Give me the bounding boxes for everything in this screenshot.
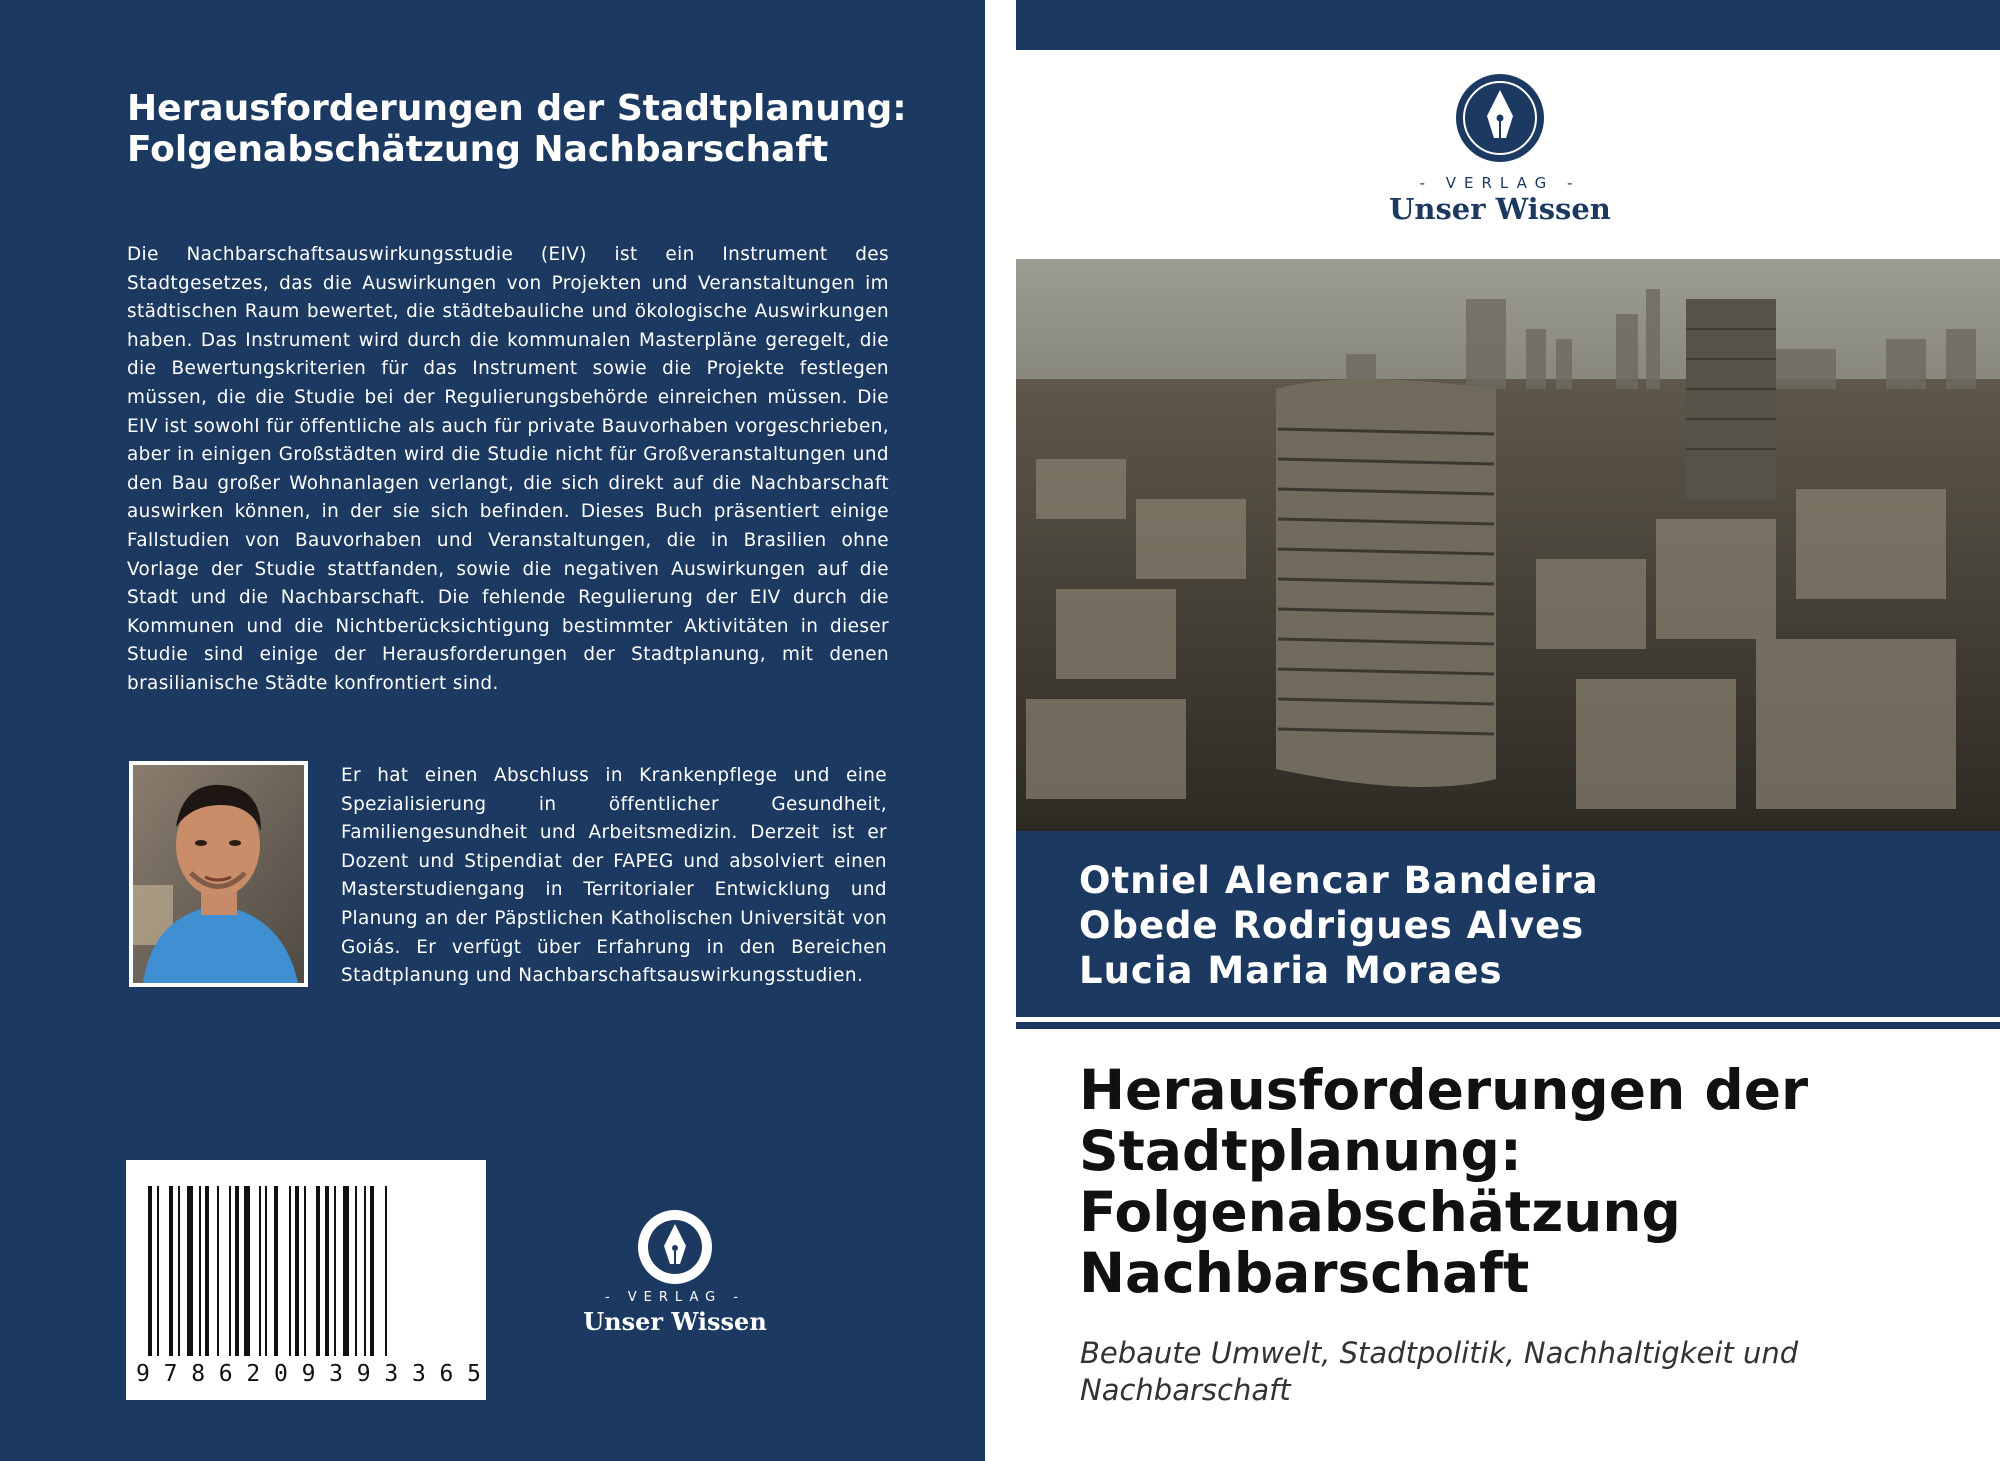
barcode-bar bbox=[169, 1186, 173, 1356]
barcode-bar bbox=[244, 1186, 250, 1356]
front-cover-title: Herausforderungen der Stadtplanung: Folgenabschätzung Nachbarschaft bbox=[1079, 1058, 1809, 1305]
barcode-bar bbox=[370, 1186, 374, 1356]
barcode-bar bbox=[289, 1186, 291, 1356]
barcode-bar bbox=[295, 1186, 299, 1356]
isbn-digits bbox=[136, 1361, 481, 1387]
barcode-bar bbox=[355, 1186, 357, 1356]
isbn-digit: 6 bbox=[218, 1361, 233, 1387]
isbn-digit: 6 bbox=[439, 1361, 454, 1387]
barcode-bar bbox=[304, 1186, 306, 1356]
author-portrait bbox=[133, 765, 304, 983]
barcode-bar bbox=[178, 1186, 180, 1356]
barcode-bar bbox=[274, 1186, 278, 1356]
publisher-verlag-label: - VERLAG - bbox=[604, 1290, 746, 1305]
fountain-pen-nib-icon bbox=[636, 1208, 714, 1286]
barcode-bar bbox=[229, 1186, 231, 1356]
isbn-digit: 9 bbox=[301, 1361, 316, 1387]
author-photo bbox=[129, 761, 308, 987]
barcode-bar bbox=[217, 1186, 219, 1356]
barcode-bar bbox=[385, 1186, 387, 1356]
back-cover bbox=[0, 0, 985, 1461]
isbn-barcode bbox=[126, 1160, 486, 1400]
barcode-bar bbox=[205, 1186, 209, 1356]
barcode-bar bbox=[316, 1186, 320, 1356]
front-cover-subtitle: Bebaute Umwelt, Stadtpolitik, Nachhaltigkeit und Nachbarschaft bbox=[1080, 1336, 1799, 1407]
front-publisher-logo bbox=[1380, 72, 1620, 226]
barcode-bars bbox=[126, 1160, 486, 1360]
barcode-bar bbox=[187, 1186, 193, 1356]
barcode-bar bbox=[364, 1186, 366, 1356]
barcode-bar bbox=[148, 1186, 152, 1356]
back-cover-title: Herausforderungen der Stadtplanung: Folgenabschätzung Nachbarschaft bbox=[127, 88, 907, 170]
author-bio: Er hat einen Abschluss in Krankenpflege und eine Spezialisierung in öffentlicher Gesundheit, Familiengesundheit und Arbeitsmedizin. Derzeit ist er Dozent und Stipendiat der FAPEG und absolviert einen Masterstudiengang in Territorialer Entwicklung und Planung an der Päpstlichen Katholischen Universität von Goiás. Er verfügt über Erfahrung in den Bereichen Stadtplanung und Nachbarschaftsauswirkungsstudien. bbox=[341, 765, 887, 987]
back-publisher-logo bbox=[580, 1208, 770, 1336]
isbn-digit: 0 bbox=[273, 1361, 288, 1387]
author-name-3: Lucia Maria Moraes bbox=[1079, 949, 1503, 992]
isbn-digit: 8 bbox=[191, 1361, 206, 1387]
isbn-digit: 3 bbox=[384, 1361, 399, 1387]
isbn-digit: 9 bbox=[136, 1361, 150, 1387]
author-band bbox=[1016, 831, 2000, 1017]
isbn-digit: 3 bbox=[411, 1361, 426, 1387]
barcode-bar bbox=[343, 1186, 349, 1356]
title-divider bbox=[1016, 1022, 2000, 1029]
author-name-1: Otniel Alencar Bandeira bbox=[1079, 859, 1599, 902]
barcode-bar bbox=[334, 1186, 336, 1356]
author-name-2: Obede Rodrigues Alves bbox=[1079, 904, 1585, 947]
fountain-pen-nib-icon bbox=[1454, 72, 1546, 164]
barcode-bar bbox=[157, 1186, 159, 1356]
publisher-name: Unser Wissen bbox=[583, 1307, 767, 1336]
front-publisher-name: Unser Wissen bbox=[1389, 192, 1611, 226]
isbn-digit: 5 bbox=[467, 1361, 481, 1387]
isbn-digit: 2 bbox=[246, 1361, 261, 1387]
barcode-bar bbox=[325, 1186, 329, 1356]
barcode-bar bbox=[235, 1186, 239, 1356]
isbn-digit: 7 bbox=[163, 1361, 178, 1387]
city-skyline-photo bbox=[1016, 259, 2000, 831]
barcode-bar bbox=[265, 1186, 267, 1356]
barcode-bar bbox=[199, 1186, 201, 1356]
barcode-bar bbox=[259, 1186, 261, 1356]
front-top-bar bbox=[1016, 0, 2000, 50]
book-blurb: Die Nachbarschaftsauswirkungsstudie (EIV) ist ein Instrument des Stadtgesetzes, das die Auswirkungen von Projekten und Veranstaltungen im städtischen Raum bewertet, die städtebauliche und ökologische Auswirkungen haben. Das Instrument wird durch die kommunalen Masterpläne geregelt, die die Bewertungskriterien für das Instrument sowie die Projekte festlegen müssen, die die Studie bei der Regulierungsbehörde einreichen müssen. Die EIV ist sowohl für öffentliche als auch für private Bauvorhaben vorgeschrieben, aber in einigen Großstädten wird die Studie nicht für Großveranstaltungen und den Bau großer Wohnanlagen verlangt, die sich direkt auf die Nachbarschaft auswirken können, in der sie sich befinden. Dieses Buch präsentiert einige Fallstudien von Bauvorhaben und Veranstaltungen, die in Brasilien ohne Vorlage der Studie stattfanden, sowie die negativen Auswirkungen auf die Stadt und die Nachbarschaft. Die fehlende Regulierung der EIV durch die Kommunen und die Nichtberücksichtigung bestimmter Aktivitäten in dieser Studie sind einige der Herausforderungen der Stadtplanung, mit denen brasilianische Städte konfrontiert sind. bbox=[127, 244, 889, 694]
front-verlag-label: - VERLAG - bbox=[1419, 174, 1581, 192]
isbn-digit: 9 bbox=[356, 1361, 371, 1387]
isbn-digit: 3 bbox=[329, 1361, 344, 1387]
